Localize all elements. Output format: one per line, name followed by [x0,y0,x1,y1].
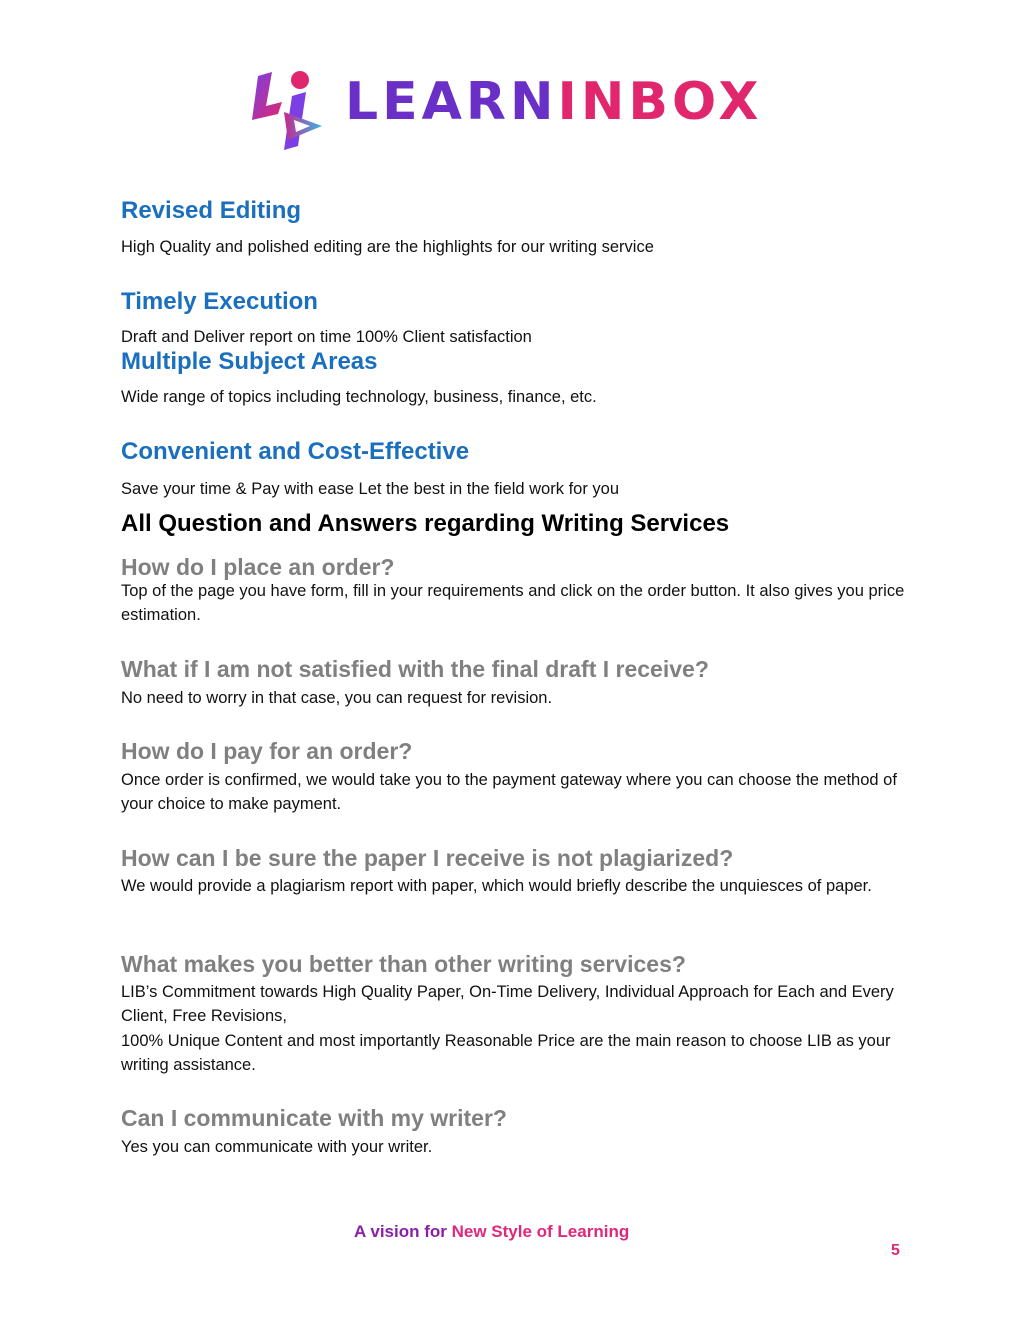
faq-question: How do I place an order? [121,554,395,580]
page-number: 5 [891,1242,900,1259]
feature-title-revised-editing: Revised Editing [121,197,302,224]
faq-question: What makes you better than other writing services? [121,951,686,977]
feature-title-convenient-cost-effective: Convenient and Cost-Effective [121,438,470,465]
footer-tagline-part1: A vision for [354,1222,447,1241]
faq-answer: We would provide a plagiarism report with paper, which would briefly describe the unquiesces of paper. [121,877,872,895]
footer-tagline [354,1222,629,1242]
faq-question: What if I am not satisfied with the final draft I receive? [121,656,709,682]
qa-section-heading: All Question and Answers regarding Writing Services [121,510,730,537]
faq-answer: LIB’s Commitment towards High Quality Paper, On-Time Delivery, Individual Approach for Each and Every Client, Free Revisions, [121,983,894,1025]
faq-question: Can I communicate with my writer? [121,1105,507,1131]
feature-title-timely-execution: Timely Execution [121,288,318,315]
faq-answer: Top of the page you have form, fill in your requirements and click on the order button. It also gives you price estimation. [121,582,905,624]
footer-tagline-part2: New Style of Learning [451,1222,630,1241]
feature-description: Draft and Deliver report on time 100% Client satisfaction [121,328,532,346]
feature-description: Save your time & Pay with ease Let the best in the field work for you [121,480,620,498]
feature-title-multiple-subject-areas: Multiple Subject Areas [121,348,378,375]
faq-answer-continued: 100% Unique Content and most importantly Reasonable Price are the main reason to choose LIB as your writing assistance. [121,1032,891,1074]
feature-description: Wide range of topics including technology, business, finance, etc. [121,388,597,406]
feature-description: High Quality and polished editing are the highlights for our writing service [121,238,654,256]
logo-text-learn: LEARN [345,72,558,132]
faq-answer: Once order is confirmed, we would take you to the payment gateway where you can choose the method of your choice to make payment. [121,771,897,813]
faq-answer: Yes you can communicate with your writer. [121,1138,433,1156]
learninbox-logo-icon [248,62,340,154]
faq-answer: No need to worry in that case, you can request for revision. [121,689,553,707]
logo-text-inbox: INBOX [557,72,763,132]
faq-question: How do I pay for an order? [121,738,413,764]
faq-question: How can I be sure the paper I receive is not plagiarized? [121,845,734,871]
learninbox-logo [248,62,778,154]
